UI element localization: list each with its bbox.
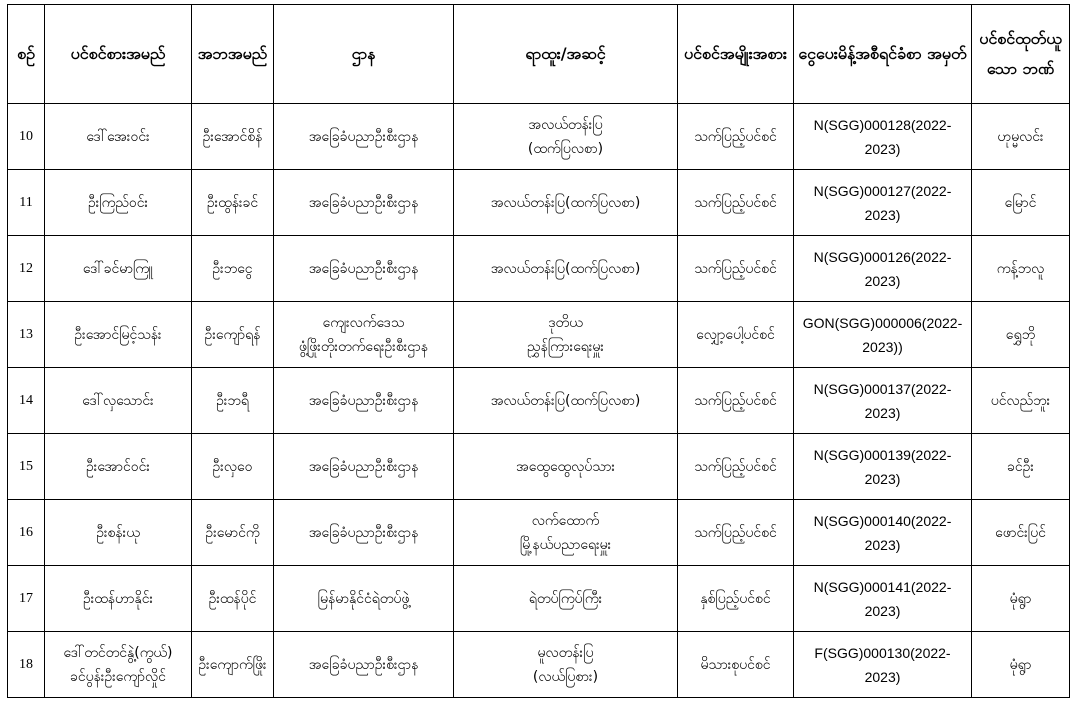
cell-pension-type-line: သက်ပြည့်ပင်စင် — [694, 392, 777, 409]
cell-payment-order-no-line: N(SGG)000126(2022-2023) — [813, 248, 952, 289]
cell-rank-line: မြို့နယ်ပညာရေးမှူး — [519, 536, 612, 553]
cell-department-line: အခြေခံပညာဦးစီးဌာန — [308, 392, 419, 409]
cell-department-line: အခြေခံပညာဦးစီးဌာန — [308, 656, 419, 673]
cell-rank-line: အထွေထွေလုပ်သား — [515, 458, 616, 475]
cell-payment-order-no — [794, 434, 972, 500]
table-row — [8, 368, 1070, 434]
cell-department — [274, 500, 454, 566]
cell-bank-line: မြောင် — [1004, 194, 1037, 211]
cell-bank-line: ဟုမ္မလင်း — [997, 128, 1044, 145]
cell-rank-line: (ထက်ပြလစာ) — [527, 140, 604, 157]
cell-father-name-line: ဦးဘငွေ — [212, 260, 253, 277]
table-row — [8, 500, 1070, 566]
cell-payment-order-no-line: N(SGG)000137(2022-2023) — [813, 380, 952, 421]
cell-bank — [972, 434, 1070, 500]
header-row — [8, 5, 1070, 104]
cell-serial-no: 13 — [8, 302, 45, 368]
cell-payment-order-no-line: N(SGG)000128(2022-2023) — [813, 116, 952, 157]
cell-pensioner-name-line: ဦးကြည်ဝင်း — [87, 194, 149, 211]
cell-bank — [972, 104, 1070, 170]
cell-payment-order-no — [794, 170, 972, 236]
cell-pensioner-name — [45, 632, 192, 698]
header-pensioner-name: ပင်စင်စားအမည် — [45, 5, 192, 104]
header-department: ဌာန — [274, 5, 454, 104]
cell-pension-type — [678, 368, 794, 434]
cell-payment-order-no-line: N(SGG)000139(2022-2023) — [813, 446, 952, 487]
cell-pension-type — [678, 302, 794, 368]
cell-pensioner-name — [45, 104, 192, 170]
cell-pensioner-name — [45, 434, 192, 500]
cell-payment-order-no-line: F(SGG)000130(2022-2023) — [814, 644, 951, 685]
cell-pension-type-line: မိသားစုပင်စင် — [700, 656, 771, 673]
cell-bank — [972, 170, 1070, 236]
cell-rank-line: (လယ်ပြစား) — [532, 668, 599, 685]
cell-serial-no: 16 — [8, 500, 45, 566]
cell-department — [274, 236, 454, 302]
cell-pension-type — [678, 566, 794, 632]
header-serial-no: စဉ် — [8, 5, 45, 104]
cell-rank — [454, 236, 678, 302]
cell-department — [274, 434, 454, 500]
cell-pension-type-line: လျှော့ပေါ့ပင်စင် — [696, 326, 775, 343]
cell-department — [274, 566, 454, 632]
pension-table-container — [7, 4, 1070, 698]
cell-father-name-line: ဦးဘရီ — [216, 392, 249, 409]
table-row — [8, 236, 1070, 302]
cell-pension-type-line: သက်ပြည့်ပင်စင် — [694, 458, 777, 475]
cell-pensioner-name-line: ဒေါ်ခင်မာကြူ — [82, 260, 154, 277]
cell-rank — [454, 368, 678, 434]
cell-serial-no: 11 — [8, 170, 45, 236]
cell-bank-line: ခင်ဦး — [1007, 458, 1034, 475]
cell-pensioner-name-line: ခင်ပွန်းဦးကျော်လှိုင် — [70, 668, 166, 685]
cell-father-name-line: ဦးကျော်ရန် — [204, 326, 261, 343]
cell-bank-line: မုံရွာ — [1009, 656, 1032, 673]
table-row — [8, 170, 1070, 236]
cell-serial-no: 17 — [8, 566, 45, 632]
cell-payment-order-no — [794, 566, 972, 632]
cell-payment-order-no — [794, 236, 972, 302]
cell-father-name — [192, 368, 274, 434]
cell-department-line: အခြေခံပညာဦးစီးဌာန — [308, 458, 419, 475]
cell-pensioner-name-line: ဒေါ်လှသောင်း — [82, 392, 154, 409]
cell-department — [274, 632, 454, 698]
cell-rank — [454, 104, 678, 170]
cell-department — [274, 170, 454, 236]
cell-rank-line: အလယ်တန်းပြ(ထက်ပြလစာ) — [490, 260, 641, 277]
cell-bank — [972, 368, 1070, 434]
cell-rank — [454, 302, 678, 368]
cell-rank — [454, 632, 678, 698]
cell-payment-order-no — [794, 302, 972, 368]
cell-serial-no: 14 — [8, 368, 45, 434]
cell-bank-line: မုံရွာ — [1009, 590, 1032, 607]
cell-pensioner-name-line: ဦးအောင်ဝင်း — [86, 458, 150, 475]
cell-pension-type — [678, 632, 794, 698]
cell-pensioner-name — [45, 566, 192, 632]
table-row — [8, 434, 1070, 500]
cell-pensioner-name-line: ဒေါ်တင်တင်နွဲ့(ကွယ်) — [63, 644, 173, 661]
cell-pension-type — [678, 500, 794, 566]
cell-pension-type — [678, 434, 794, 500]
cell-payment-order-no-line: N(SGG)000140(2022-2023) — [813, 512, 952, 553]
cell-rank-line: အလယ်တန်းပြ — [528, 116, 603, 133]
cell-department-line: ကျေးလက်ဒေသ — [322, 314, 405, 331]
cell-father-name-line: ဦးထန်ပိုင် — [208, 590, 257, 607]
cell-rank-line: ရဲတပ်ကြပ်ကြီး — [528, 590, 603, 607]
cell-bank — [972, 566, 1070, 632]
table-header — [8, 5, 1070, 104]
cell-bank — [972, 302, 1070, 368]
cell-bank — [972, 632, 1070, 698]
table-row — [8, 302, 1070, 368]
cell-pensioner-name-line: ဦးစန်းယု — [96, 524, 140, 541]
cell-father-name-line: ဦးလှဝေ — [212, 458, 253, 475]
header-rank: ရာထူး/အဆင့် — [454, 5, 678, 104]
cell-rank-line: အလယ်တန်းပြ(ထက်ပြလစာ) — [490, 194, 641, 211]
cell-pension-type — [678, 236, 794, 302]
cell-bank — [972, 236, 1070, 302]
cell-department-line: မြန်မာနိုင်ငံရဲတပ်ဖွဲ့ — [317, 590, 410, 607]
cell-department-line: အခြေခံပညာဦးစီးဌာန — [308, 128, 419, 145]
cell-pensioner-name — [45, 302, 192, 368]
cell-pensioner-name — [45, 236, 192, 302]
cell-pension-type-line: သက်ပြည့်ပင်စင် — [694, 260, 777, 277]
cell-father-name — [192, 236, 274, 302]
cell-father-name-line: ဦးကျောက်ဖြိုး — [198, 656, 267, 673]
cell-father-name-line: ဦးထွန်းခင် — [206, 194, 259, 211]
cell-rank-line: မူလတန်းပြ — [537, 644, 594, 661]
cell-payment-order-no — [794, 500, 972, 566]
cell-bank-line: ရွှေဘို — [1005, 326, 1036, 343]
pension-table — [7, 4, 1070, 698]
cell-rank-line: လက်ထောက် — [531, 512, 600, 529]
cell-department-line: အခြေခံပညာဦးစီးဌာန — [308, 260, 419, 277]
header-father-name: အဘအမည် — [192, 5, 274, 104]
cell-father-name — [192, 170, 274, 236]
cell-pensioner-name — [45, 170, 192, 236]
cell-serial-no: 15 — [8, 434, 45, 500]
cell-serial-no: 18 — [8, 632, 45, 698]
cell-father-name — [192, 500, 274, 566]
cell-pension-type-line: နှစ်ပြည့်ပင်စင် — [700, 590, 771, 607]
cell-payment-order-no — [794, 632, 972, 698]
cell-father-name — [192, 434, 274, 500]
cell-pensioner-name — [45, 368, 192, 434]
cell-serial-no: 12 — [8, 236, 45, 302]
cell-payment-order-no-line: 2023)) — [862, 338, 903, 355]
cell-bank-line: ဖောင်းပြင် — [995, 524, 1046, 541]
cell-payment-order-no — [794, 104, 972, 170]
cell-payment-order-no — [794, 368, 972, 434]
cell-pensioner-name-line: ဦးအောင်မြင့်သန်း — [74, 326, 162, 343]
cell-pension-type — [678, 104, 794, 170]
cell-father-name — [192, 632, 274, 698]
cell-pension-type-line: သက်ပြည့်ပင်စင် — [694, 128, 777, 145]
cell-department-line: အခြေခံပညာဦးစီးဌာန — [308, 524, 419, 541]
cell-pensioner-name-line: ဦးထန်ဟာနိုင်း — [82, 590, 154, 607]
table-row — [8, 566, 1070, 632]
cell-pensioner-name — [45, 500, 192, 566]
cell-pension-type — [678, 170, 794, 236]
cell-father-name — [192, 302, 274, 368]
table-row — [8, 104, 1070, 170]
cell-rank — [454, 566, 678, 632]
cell-rank — [454, 500, 678, 566]
cell-father-name — [192, 566, 274, 632]
cell-pensioner-name-line: ဒေါ်အေးဝင်း — [86, 128, 150, 145]
cell-rank-line: ညွှန်ကြားရေးမှူး — [527, 338, 604, 355]
cell-bank-line: ပင်လည်ဘူး — [990, 392, 1051, 409]
table-row — [8, 632, 1070, 698]
cell-father-name-line: ဦးမောင်ကို — [205, 524, 260, 541]
cell-father-name — [192, 104, 274, 170]
cell-bank — [972, 500, 1070, 566]
cell-payment-order-no-line: GON(SGG)000006(2022- — [802, 314, 963, 331]
cell-serial-no: 10 — [8, 104, 45, 170]
header-bank: ပင်စင်ထုတ်ယူသော ဘဏ် — [972, 5, 1070, 104]
cell-department — [274, 302, 454, 368]
cell-department-line: အခြေခံပညာဦးစီးဌာန — [308, 194, 419, 211]
cell-payment-order-no-line: N(SGG)000127(2022-2023) — [813, 182, 952, 223]
cell-father-name-line: ဦးအောင်စိန် — [202, 128, 263, 145]
cell-department — [274, 104, 454, 170]
cell-rank-line: အလယ်တန်းပြ(ထက်ပြလစာ) — [490, 392, 641, 409]
table-body — [8, 104, 1070, 698]
cell-department — [274, 368, 454, 434]
cell-rank-line: ဒုတိယ — [548, 314, 583, 331]
header-payment-order-no: ငွေပေးမိန့်အစီရင်ခံစာ အမှတ် — [794, 5, 972, 104]
cell-pension-type-line: သက်ပြည့်ပင်စင် — [694, 524, 777, 541]
cell-rank — [454, 170, 678, 236]
cell-department-line: ဖွံ့ဖြိုးတိုးတက်ရေးဦးစီးဌာန — [298, 338, 429, 355]
cell-payment-order-no-line: N(SGG)000141(2022-2023) — [813, 578, 952, 619]
header-pension-type: ပင်စင်အမျိုးအစား — [678, 5, 794, 104]
cell-pension-type-line: သက်ပြည့်ပင်စင် — [694, 194, 777, 211]
cell-bank-line: ကန့်ဘလူ — [996, 260, 1045, 277]
cell-rank — [454, 434, 678, 500]
